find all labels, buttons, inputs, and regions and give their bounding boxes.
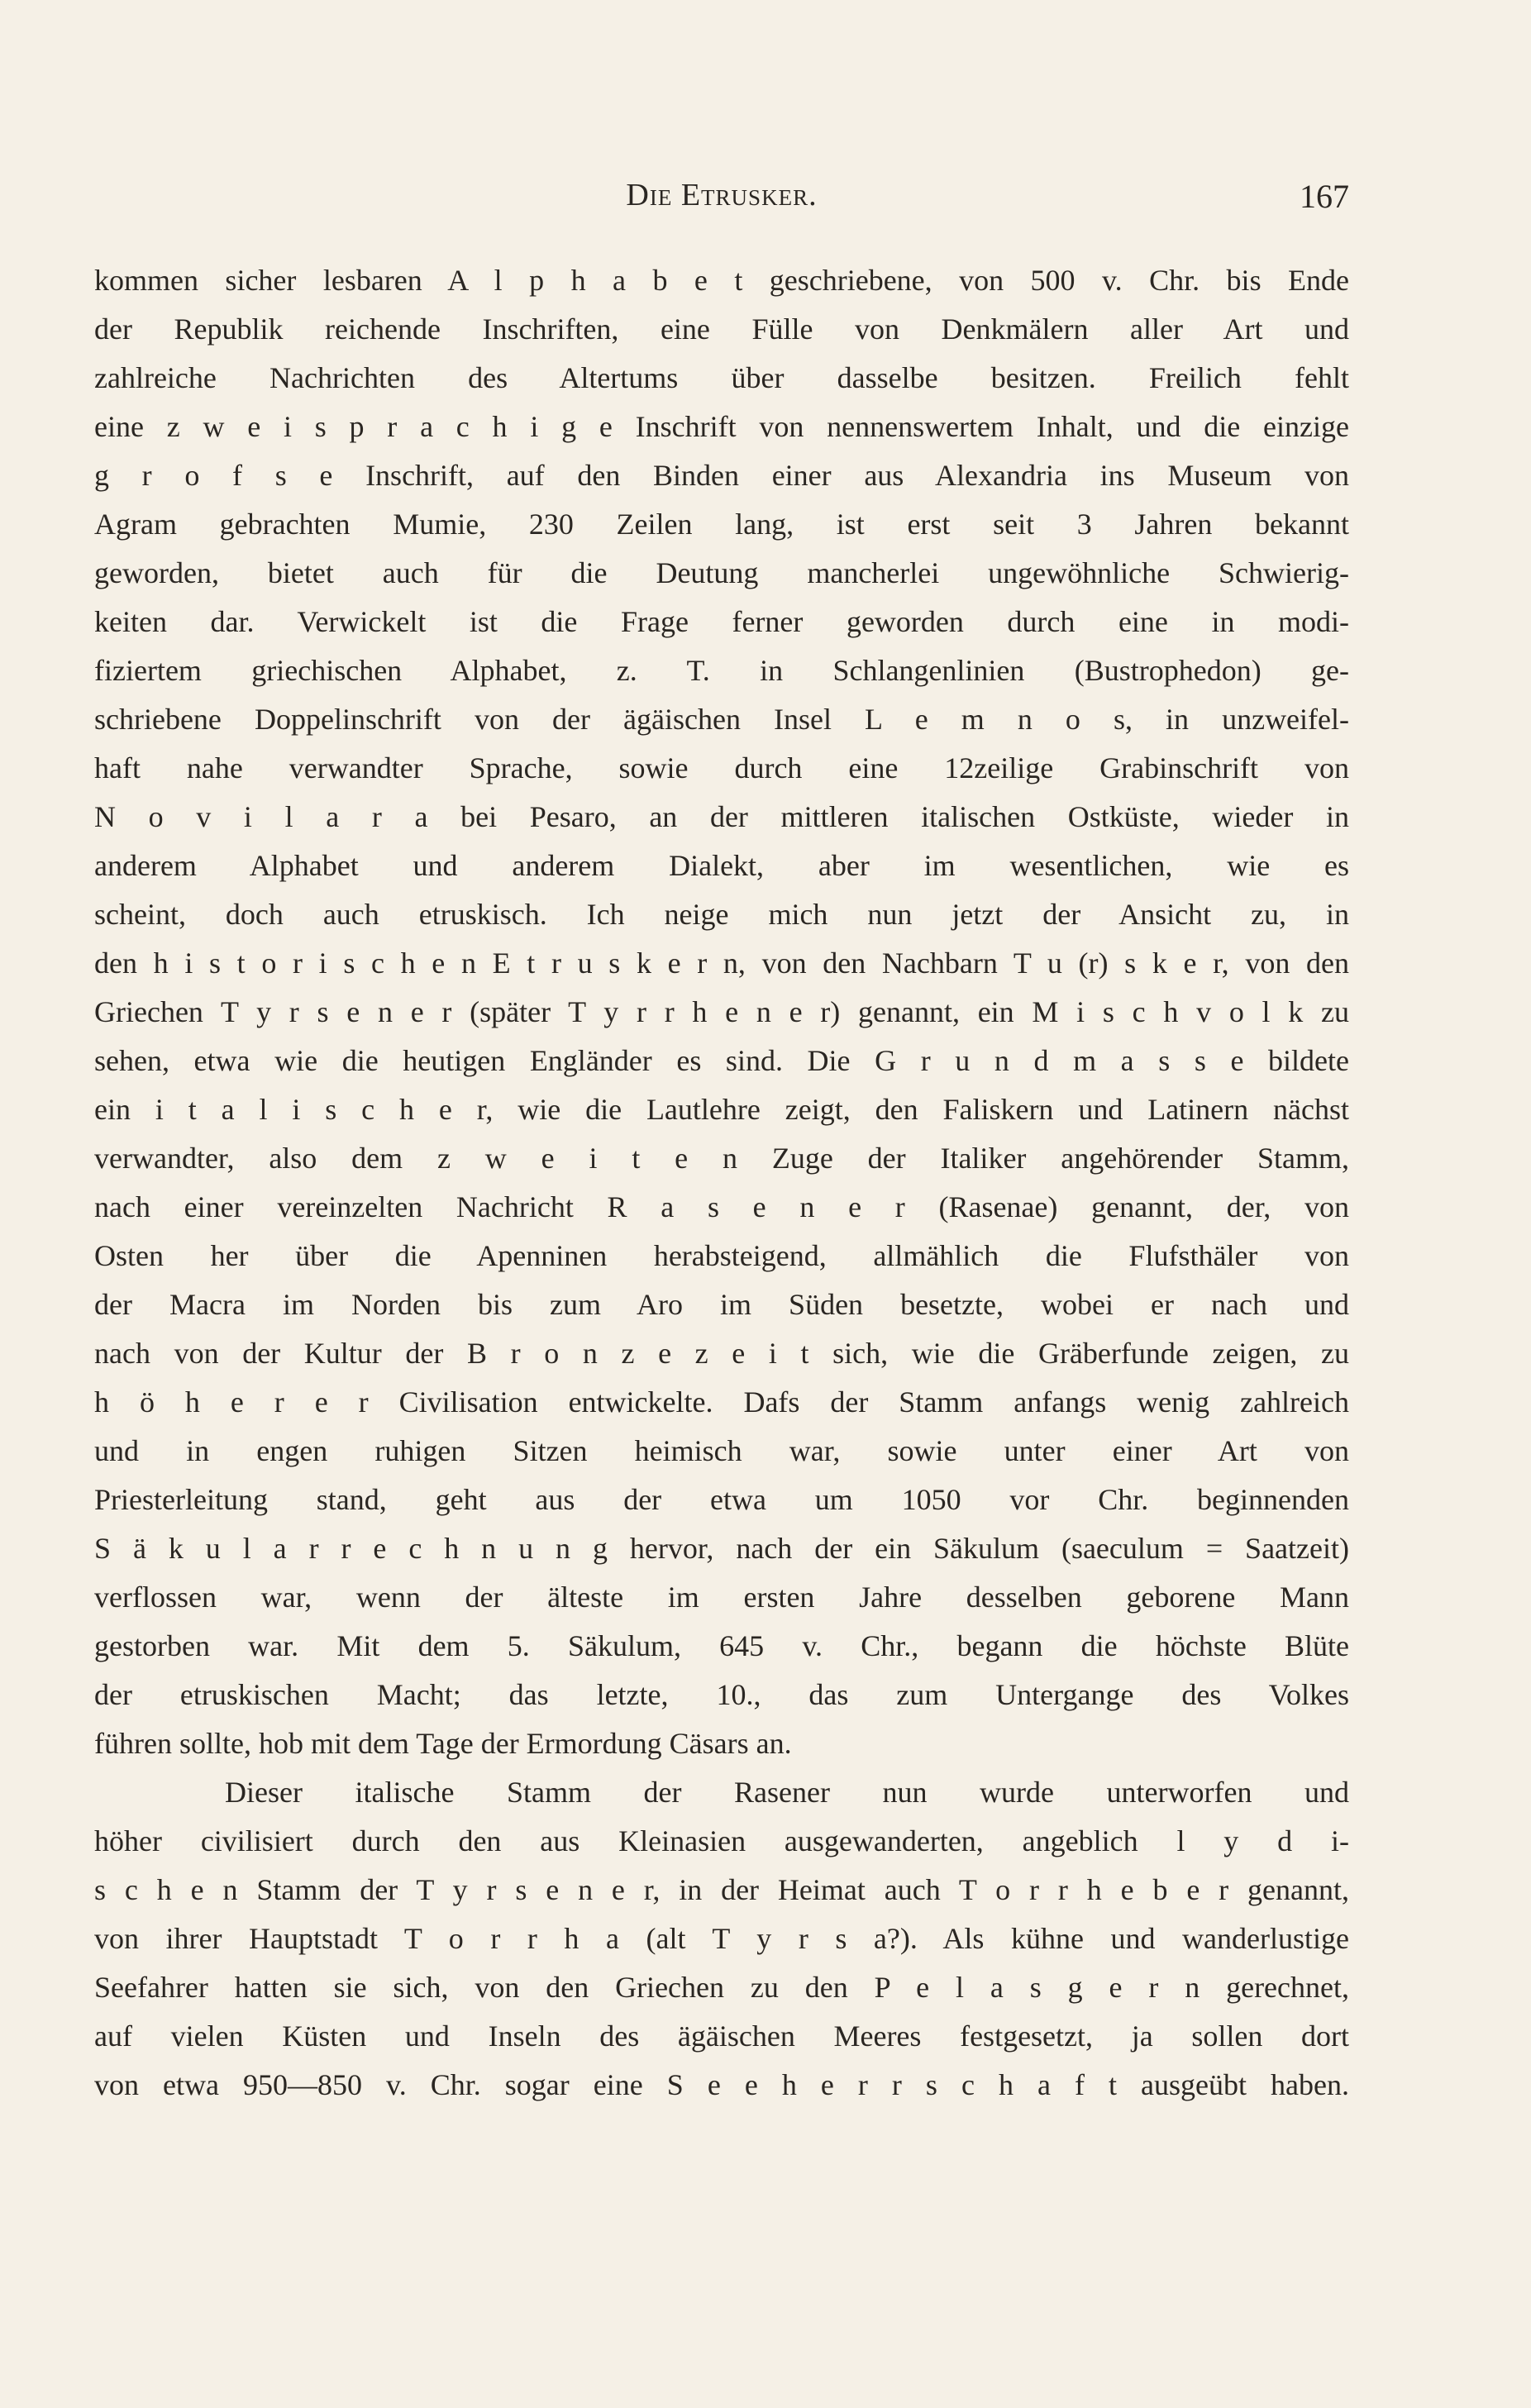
text-line: anderem Alphabet und anderem Dialekt, aber im wesentlichen, wie es [94, 849, 1349, 882]
text-line: auf vielen Küsten und Inseln des ägäischen Meeres festgesetzt, ja sollen dort [94, 2019, 1349, 2053]
text-line: N o v i l a r a bei Pesaro, an der mittleren italischen Ostküste, wieder in [94, 800, 1349, 833]
text-line: g r o f s e Inschrift, auf den Binden einer aus Alexandria ins Museum von [94, 459, 1349, 492]
text-line: von ihrer Hauptstadt T o r r h a (alt T y r s a?). Als kühne und wanderlustige [94, 1922, 1349, 1955]
text-line: verwandter, also dem z w e i t e n Zuge der Italiker angehörender Stamm, [94, 1142, 1349, 1175]
text-line: und in engen ruhigen Sitzen heimisch war, sowie unter einer Art von [94, 1434, 1349, 1467]
text-line: höher civilisiert durch den aus Kleinasien ausgewanderten, angeblich l y d i- [94, 1824, 1349, 1857]
text-line: kommen sicher lesbaren A l p h a b e t geschriebene, von 500 v. Chr. bis Ende [94, 264, 1349, 297]
text-line: eine z w e i s p r a c h i g e Inschrift von nennenswertem Inhalt, und die einzige [94, 410, 1349, 443]
text-line: ein i t a l i s c h e r, wie die Lautlehre zeigt, den Faliskern und Latinern nächst [94, 1093, 1349, 1126]
text-line: haft nahe verwandter Sprache, sowie durch eine 12zeilige Grabinschrift von [94, 751, 1349, 784]
text-line: verflossen war, wenn der älteste im ersten Jahre desselben geborene Mann [94, 1581, 1349, 1614]
text-line: geworden, bietet auch für die Deutung mancherlei ungewöhnliche Schwierig- [94, 556, 1349, 589]
text-line: sehen, etwa wie die heutigen Engländer es sind. Die G r u n d m a s s e bildete [94, 1044, 1349, 1077]
running-header [94, 177, 1349, 223]
text-line: der Republik reichende Inschriften, eine Fülle von Denkmälern aller Art und [94, 312, 1349, 346]
text-line: Agram gebrachten Mumie, 230 Zeilen lang, ist erst seit 3 Jahren bekannt [94, 508, 1349, 541]
text-line: S ä k u l a r r e c h n u n g hervor, nach der ein Säkulum (saeculum = Saatzeit) [94, 1532, 1349, 1565]
body-text [94, 256, 1349, 2110]
text-line: von etwa 950—850 v. Chr. sogar eine S e e h e r r s c h a f t ausgeübt haben. [94, 2068, 1349, 2101]
text-line: keiten dar. Verwickelt ist die Frage ferner geworden durch eine in modi- [94, 605, 1349, 638]
paragraph-start-line: Dieser italische Stamm der Rasener nun wurde unterworfen und [225, 1776, 1349, 1809]
paragraph-end-line: führen sollte, hob mit dem Tage der Ermordung Cäsars an. [94, 1727, 792, 1760]
text-line: schriebene Doppelinschrift von der ägäischen Insel L e m n o s, in unzweifel- [94, 703, 1349, 736]
text-line: nach einer vereinzelten Nachricht R a s e n e r (Rasenae) genannt, der, von [94, 1190, 1349, 1223]
text-line: den h i s t o r i s c h e n E t r u s k e r n, von den Nachbarn T u (r) s k e r, von den [94, 947, 1349, 980]
text-line: Griechen T y r s e n e r (später T y r r h e n e r) genannt, ein M i s c h v o l k zu [94, 995, 1349, 1028]
text-line: Seefahrer hatten sie sich, von den Griechen zu den P e l a s g e r n gerechnet, [94, 1971, 1349, 2004]
page-number: 167 [1300, 178, 1349, 215]
text-line: der etruskischen Macht; das letzte, 10., das zum Untergange des Volkes [94, 1678, 1349, 1711]
text-line: s c h e n Stamm der T y r s e n e r, in der Heimat auch T o r r h e b e r genannt, [94, 1873, 1349, 1906]
text-line: scheint, doch auch etruskisch. Ich neige mich nun jetzt der Ansicht zu, in [94, 898, 1349, 931]
text-line: gestorben war. Mit dem 5. Säkulum, 645 v. Chr., begann die höchste Blüte [94, 1629, 1349, 1662]
text-line: zahlreiche Nachrichten des Altertums über dasselbe besitzen. Freilich fehlt [94, 361, 1349, 394]
chapter-title: Die Etrusker. [626, 178, 818, 212]
text-line: Priesterleitung stand, geht aus der etwa um 1050 vor Chr. beginnenden [94, 1483, 1349, 1516]
text-line: der Macra im Norden bis zum Aro im Süden besetzte, wobei er nach und [94, 1288, 1349, 1321]
text-line: fiziertem griechischen Alphabet, z. T. in Schlangenlinien (Bustrophedon) ge- [94, 654, 1349, 687]
text-line: Osten her über die Apenninen herabsteigend, allmählich die Flufsthäler von [94, 1239, 1349, 1272]
text-line: nach von der Kultur der B r o n z e z e i t sich, wie die Gräberfunde zeigen, zu [94, 1337, 1349, 1370]
text-line: h ö h e r e r Civilisation entwickelte. Dafs der Stamm anfangs wenig zahlreich [94, 1385, 1349, 1419]
